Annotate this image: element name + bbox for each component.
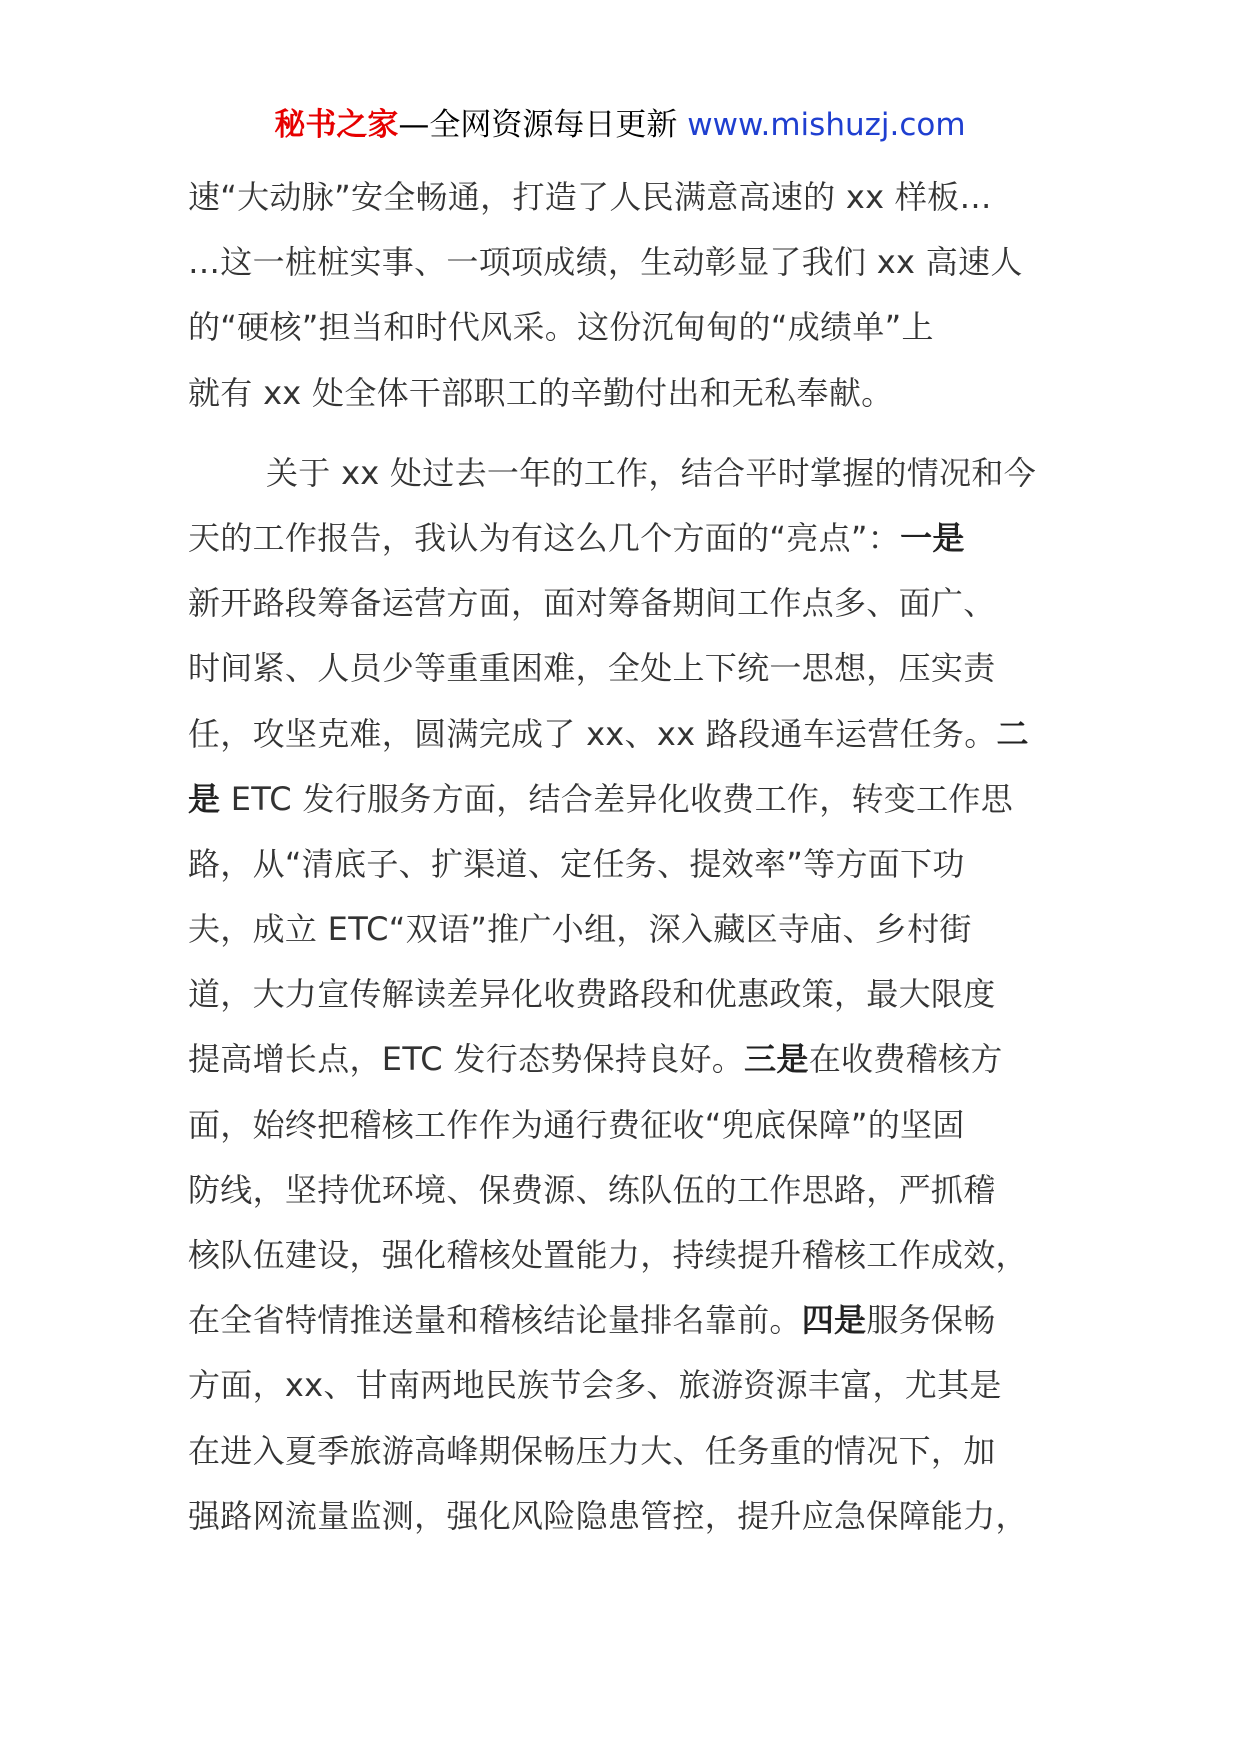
text-run: 天的工作报告，我认为有这么几个方面的“亮点”：	[188, 518, 901, 557]
text-line: 道，大力宣传解读差异化收费路段和优惠政策，最大限度	[188, 975, 996, 1014]
text-line	[188, 767, 1058, 832]
text-run: 在全省特情推送量和稽核结论量排名靠前。	[188, 1301, 802, 1340]
text-line	[188, 1288, 1058, 1353]
text-line	[188, 702, 1058, 767]
text-run: 任，攻坚克难，圆满完成了 xx、xx 路段通车运营任务。	[188, 714, 997, 753]
emphasis-fourth: 四是	[801, 1301, 867, 1340]
text-line: 方面，xx、甘南两地民族节会多、旅游资源丰富，尤其是	[188, 1366, 1002, 1405]
text-line: 核队伍建设，强化稽核处置能力，持续提升稽核工作成效，	[188, 1236, 1028, 1274]
text-line: …这一桩桩实事、一项项成绩，生动彰显了我们 xx 高速人	[188, 243, 1023, 282]
text-line: 防线，坚持优环境、保费源、练队伍的工作思路，严抓稽	[188, 1170, 996, 1209]
text-run: 提高增长点，ETC 发行态势保持良好。	[188, 1040, 745, 1079]
text-line: 路，从“清底子、扩渠道、定任务、提效率”等方面下功	[188, 844, 965, 883]
text-line: 在进入夏季旅游高峰期保畅压力大、任务重的情况下，加	[188, 1431, 996, 1470]
emphasis-second-part2: 是	[188, 779, 221, 818]
text-line	[188, 506, 1058, 571]
brand-name: 秘书之家	[274, 107, 399, 143]
text-line: 夫，成立 ETC“双语”推广小组，深入藏区寺庙、乡村街	[188, 910, 972, 949]
paragraph-2	[188, 441, 1058, 1549]
text-line	[188, 1027, 1058, 1092]
text-run: ETC 发行服务方面，结合差异化收费工作，转变工作思	[220, 779, 1013, 818]
text-line: 速“大动脉”安全畅通，打造了人民满意高速的 xx 样板…	[188, 178, 992, 216]
page-header	[0, 100, 1240, 150]
website-link[interactable]: www.mishuzj.com	[687, 107, 966, 143]
paragraph-1	[188, 165, 1058, 426]
text-line: 面，始终把稽核工作作为通行费征收“兜底保障”的坚固	[188, 1105, 965, 1144]
emphasis-first: 一是	[900, 518, 965, 557]
text-line: 就有 xx 处全体干部职工的辛勤付出和无私奉献。	[188, 373, 894, 412]
paragraph-spacer	[188, 426, 1058, 441]
emphasis-second-part1: 二	[996, 714, 1029, 753]
emphasis-third: 三是	[744, 1040, 809, 1079]
text-line: 新开路段筹备运营方面，面对筹备期间工作点多、面广、	[188, 584, 996, 623]
header-tagline: —全网资源每日更新	[398, 107, 688, 143]
text-line: 强路网流量监测，强化风险隐患管控，提升应急保障能力，	[188, 1496, 1028, 1535]
text-run: 在收费稽核方	[808, 1040, 1003, 1079]
text-line: 时间紧、人员少等重重困难，全处上下统一思想，压实责	[188, 649, 996, 688]
text-line: 的“硬核”担当和时代风采。这份沉甸甸的“成绩单”上	[188, 308, 934, 347]
document-body	[188, 165, 1058, 1549]
text-line: 关于 xx 处过去一年的工作，结合平时掌握的情况和今	[266, 453, 1037, 492]
text-run: 服务保畅	[866, 1301, 996, 1340]
